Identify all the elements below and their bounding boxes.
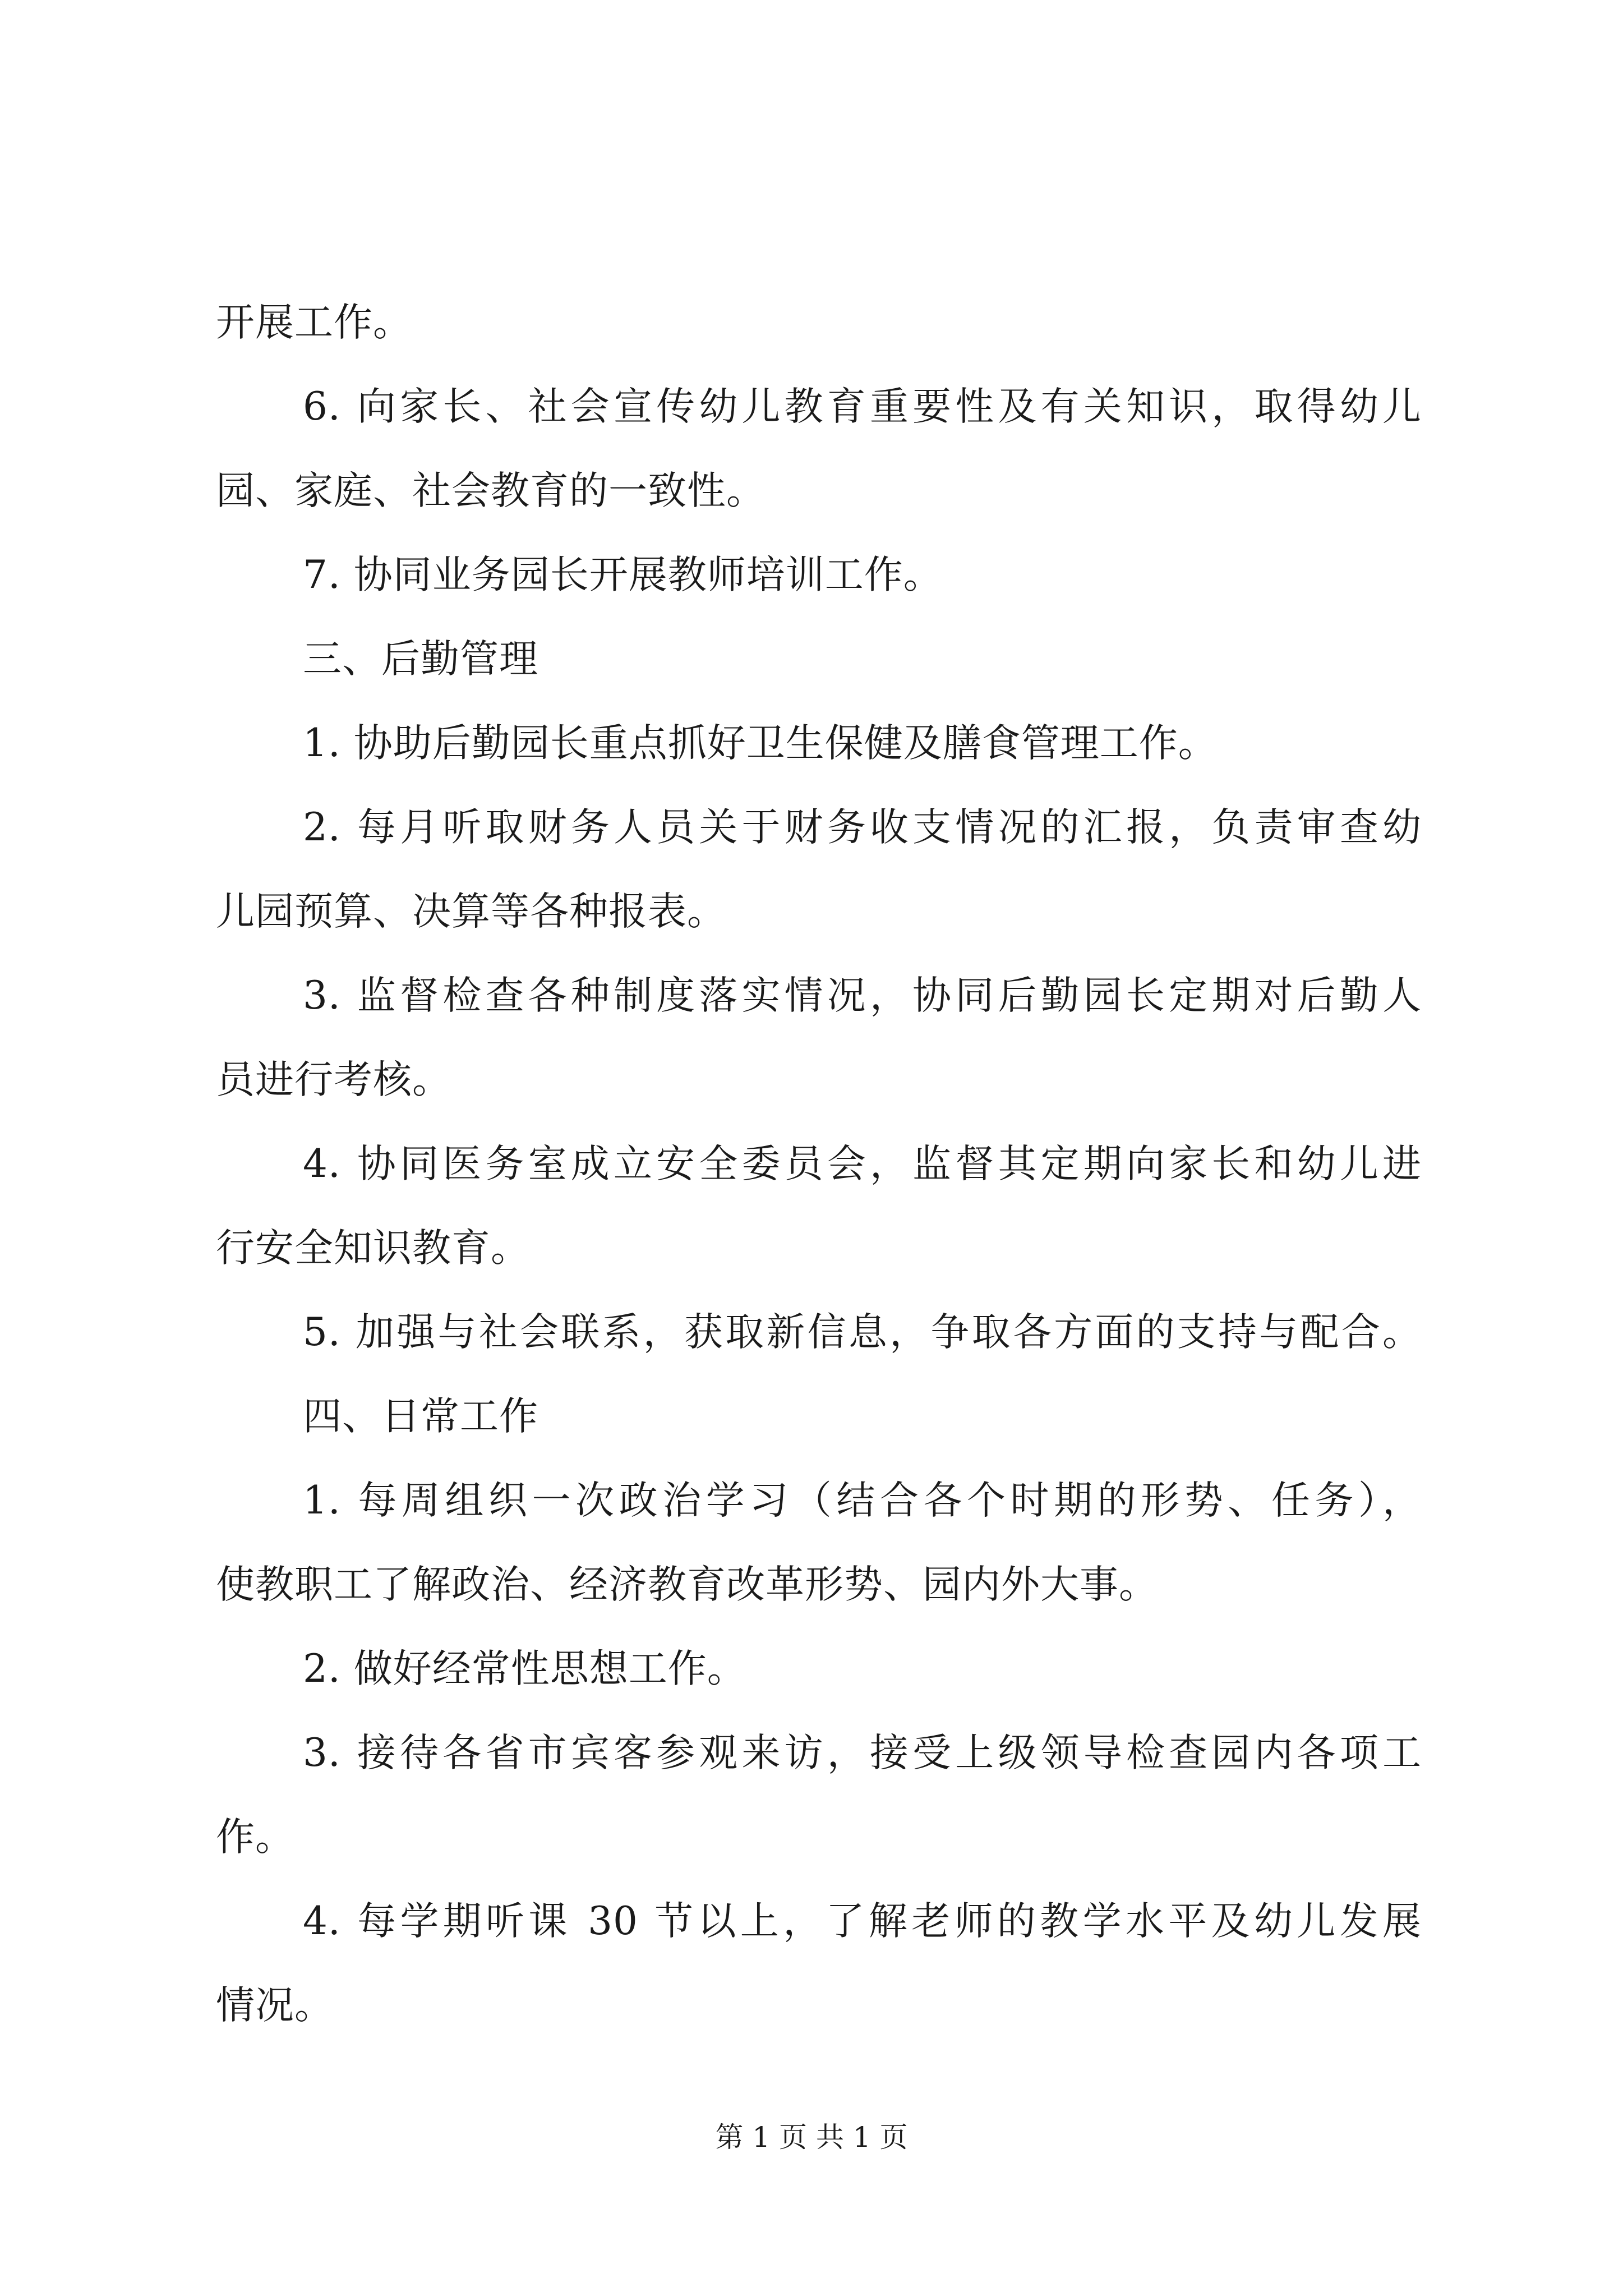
text-line: 行安全知识教育。 (216, 1226, 530, 1271)
text-line: 1. 协助后勤园长重点抓好卫生保健及膳食管理工作。 (303, 721, 1218, 766)
text-line: 1. 每周组织一次政治学习（结合各个时期的形势、任务）， (303, 1478, 1422, 1523)
document-body (216, 280, 1422, 2047)
text-line: 三、后勤管理 (303, 637, 538, 682)
text-line: 使教职工了解政治、经济教育改革形势、园内外大事。 (216, 1562, 1158, 1607)
text-line: 5. 加强与社会联系，获取新信息，争取各方面的支持与配合。 (303, 1310, 1422, 1355)
text-line: 4. 每学期听课 30 节以上，了解老师的教学水平及幼儿发展 (303, 1899, 1422, 1944)
text-line: 3. 接待各省市宾客参观来访，接受上级领导检查园内各项工 (303, 1731, 1422, 1775)
text-line: 6. 向家长、社会宣传幼儿教育重要性及有关知识，取得幼儿 (303, 384, 1422, 429)
text-line: 作。 (216, 1815, 294, 1860)
text-line: 2. 做好经常性思想工作。 (303, 1646, 746, 1691)
text-line: 情况。 (216, 1983, 334, 2028)
text-line: 员进行考核。 (216, 1057, 451, 1102)
text-line: 四、日常工作 (303, 1394, 538, 1439)
text-line: 开展工作。 (216, 300, 412, 345)
text-line: 儿园预算、决算等各种报表。 (216, 889, 726, 934)
page-footer: 第 1 页 共 1 页 (715, 2121, 908, 2154)
text-line: 3. 监督检查各种制度落实情况，协同后勤园长定期对后勤人 (303, 973, 1422, 1018)
text-line: 2. 每月听取财务人员关于财务收支情况的汇报，负责审查幼 (303, 805, 1422, 850)
text-line: 园、家庭、社会教育的一致性。 (216, 468, 766, 513)
text-line: 7. 协同业务园长开展教师培训工作。 (303, 553, 943, 597)
text-line: 4. 协同医务室成立安全委员会，监督其定期向家长和幼儿进 (303, 1142, 1422, 1186)
